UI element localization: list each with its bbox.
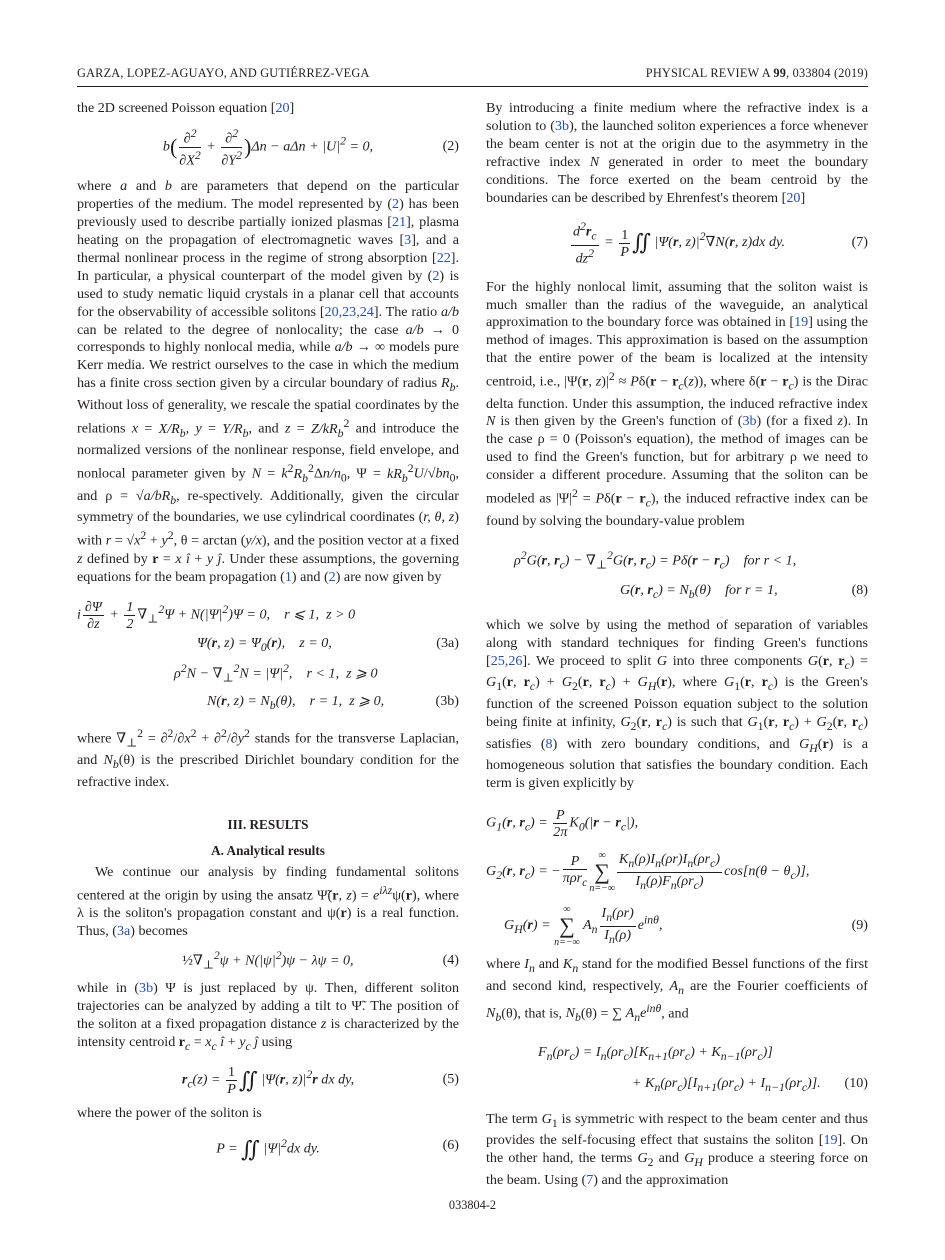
equation-5: $r_c(z)$ = $\frac{1}{P}$ ∬ |Ψ(r, $z)|^2r$ dx dy, (5) [181,1063,459,1097]
citation-link[interactable]: 19 [794,314,809,331]
paragraph: while in (3b) Ψ is just replaced by ψ. Then, different soliton trajectories can be analyzed by adding a tilt to Ψ̃. The position of the soliton at a fixed propagation distance z is characterized by the intensity centroid $r_c = x_c$ î + $y_c$ ĵ using [77,980,460,1053]
citation-link[interactable]: 19 [823,1132,838,1149]
equation-6: P = ∬ $|\Psi|^2dx$ dy. (6) [216,1136,459,1162]
right-column [486,100,868,1190]
citation-link[interactable]: 25,26 [490,652,523,669]
paragraph: We continue our analysis by finding fundamental solitons centered at the origin by using the ansatz Ψ̃(r, $z) = e^{i\lambda z}\psi(r)$, where λ is the soliton's propagation constant and ψ(r) is a real function. Thus, (3a) becomes [77,863,459,939]
paragraph: where $\nabla_\perp^2 = \partial^2/\partial x^2 + \partial^2/\partial y^2$ stands for the transverse Laplacian, and $N_b(\theta)$ is the prescribed Dirichlet boundary condition for the refractive index. [77,726,460,790]
equation-8: $\rho^2G(r$, $r_c) - \nabla_\perp^2G(r$, $r_c) = P\delta(r - r_c)$ for r < 1, G(r, $r_c) = N_b(\theta)$ for r = 1, (8) [514,549,868,601]
paragraph: where $I_n$ and $K_n$ stand for the modified Bessel functions of the first and second kind, respectively, $A_n$ are the Fourier coefficients of $N_b(\theta)$, that is, $N_b(\theta)$ = ∑ $A_ne^{in\theta}$, and [486,956,868,1025]
equation-2: b( $\frac{\partial^2}{\partial X^2}$ + $\frac{\partial^2}{\partial Y^2}$ )$\Delta n - a\Delta n + |U|^2 = 0$, (2) [162,126,459,169]
running-header-citation: PHYSICAL REVIEW A 99, 033804 (2019) [645,66,868,80]
equation-link[interactable]: 2 [432,267,440,284]
equation-link[interactable]: 3b [139,980,154,997]
equation-link[interactable]: 2 [392,196,400,213]
section-heading: III. RESULTS [227,816,309,832]
paragraph: where the power of the soliton is [77,1104,262,1121]
paragraph: By introducing a finite medium where the refractive index is a solution to (3b), the launched soliton experiences a force whenever the beam center is not at the origin due to the asymmetry in the refractive index N generated in order to meet the boundary conditions. The force exerted on the beam centroid by the boundaries can be described by Ehrenfest's theorem [20] [486,100,868,206]
equation-link[interactable]: 1 [284,568,292,585]
paragraph: the 2D screened Poisson equation [20] [77,100,295,116]
equation-link[interactable]: 7 [586,1171,594,1188]
equation-7: $\frac{d^2r_c}{dz^2}$ = $\frac{1}{P}$ ∬ |Ψ(r, $z)|^2\nabla N(r$, z)dx dy. (7) [572,220,868,267]
running-header-authors: GARZA, LOPEZ-AGUAYO, AND GUTIÉRREZ-VEGA [77,66,370,80]
subsection-heading: A. Analytical results [211,842,325,858]
equation-9: $G_1(r$, $r_c$) = $\frac{P}{2\pi}$ $K_0(|r - r_c|)$, $G_2(r$, $r_c$) = − $\frac{P}{\pi\rho r_c}$ ∞ ∑ n=−∞ $\frac{K_n(\rho)I_n(\rho r)I_n(\rho r_c)}{I_n(\rho)F_n(\rho r_c)}$ $\cos[n(\theta - \theta_c)]$, $G_H(r)$ = ∞ ∑ n=−∞ $A_n$ $\frac{I_n(\rho r)}{I_n(\rho)}$ $e^{in\theta}$, (9) [486,807,868,949]
header-rule [77,86,868,87]
equation-10: $F_n(\rho r_c) = I_n(\rho r_c)[K_{n+1}(\rho r_c) + K_{n-1}(\rho r_c)]$ + $K_n(\rho r_c)[I_{n+1}(\rho r_c) + I_{n-1}(\rho r_c)]$. (10) [538,1043,868,1094]
citation-link[interactable]: 22 [436,249,451,266]
paragraph: The term $G_1$ is symmetric with respect to the beam center and thus provides the self-focusing effect that sustains the soliton [19]. On the other hand, the terms $G_2$ and $G_H$ produce a steering force on the beam. Using (7) and the approximation [486,1110,869,1188]
equation-link[interactable]: 3a [116,923,131,939]
citation-link[interactable]: 20 [275,100,290,116]
equation-4: $\frac{1}{2}\nabla_\perp^2\psi + N(|\psi|^2)\psi - \lambda\psi = 0$, (4) [182,948,459,972]
citation-link[interactable]: 3 [404,232,412,248]
paragraph: where a and b are parameters that depend on the particular properties of the medium. The model represented by (2) has been previously used to describe partially ionized plasmas [21], plasma heating on the propagation of electromagnetic waves [3], and a thermal nonlinear process in the regime of strong absorption [22]. In particular, a physical counterpart of the model given by (2) is used to study nematic liquid crystals in a planar cell that accounts for the observability of accessible solitons [20,23,24]. The ratio a/b can be related to the degree of nonlocality; the case a/b → 0 corresponds to highly nonlocal media, while a/b → ∞ models pure Kerr media. We restrict ourselves to the case in which the medium has a finite cross section given by a circular boundary of radius $R_b$. Without loss of generality, we rescale the spatial coordinates by the relations $x = X/R_b$, $y = Y/R_b$, and $z = Z/kR_b^2$ and introduce the normalized versions of the nonlinear response, field envelope, and nonlocal parameter given by $N = k^2R_b^2\Delta n/n_0$, $\Psi = kR_b^2U/√bn_0$, and $\rho = √a/bR_b$, re-spectively. Additionally, given the circular symmetry of the boundaries, we use cylindrical coordinates (r, θ, z) with $r = √x^2 + y^2$, θ = arctan (y/x), and the position vector at a fixed z defined by r = x î + y ĵ. Under these assumptions, the governing equations for the beam propagation (1) and (2) are now given by [77,178,460,585]
citation-link[interactable]: 21 [392,214,407,231]
equation-3: i $\frac{\partial\Psi}{\partial z}$ + $\frac{1}{2}$ $\nabla_\perp^2\Psi + N(|\Psi|^2)\Psi = 0$, r ⩽ 1, z > 0 Ψ(r, $z) = \Psi_0(r)$, z = 0, (3a) $\rho^2N - \nabla_\perp^2N = |\Psi|^2$, r < 1, z ⩾ 0 N(r, $z) = N_b(\theta)$, r = 1, z ⩾ 0, (3b) [77,598,459,712]
citation-link[interactable]: 20 [786,189,801,206]
equation-link[interactable]: 3b [555,117,570,134]
paragraph: which we solve by using the method of separation of variables along with standard techniques for finding Green's functions [25,26]. We proceed to split G into three components G(r, $r_c) = G_1(r$, $r_c) + G_2(r$, $r_c) + G_H(r)$, where $G_1(r$, $r_c$) is the Green's function of the screened Poisson equation subject to the solution being finite at infinity, $G_2(r$, $r_c$) is such that $G_1(r$, $r_c) + G_2(r$, $r_c$) satisfies (8) with zero boundary conditions, and $G_H(r)$ is a homogeneous solution that satisfies the boundary condition. Each term is given explicitly by [486,616,869,792]
page-footer: 033804-2 [448,1198,497,1212]
paragraph: For the highly nonlocal limit, assuming that the soliton waist is much smaller than the radius of the waveguide, an analytical approximation to the boundary force was obtained in [19] using the method of images. This approximation is based on the assumption that the entire power of the beam is localized at the intensity centroid, i.e., |Ψ(r, $z)|^2 \approx P\delta(r - r_c(z))$, where $\delta(r - r_c)$ is the Dirac delta function. Under this assumption, the induced refractive index N is then given by the Green's function of (3b) (for a fixed z). In the case ρ = 0 (Poisson's equation), the method of images can be used to find the Green's function, but for arbitrary ρ we need to consider a different procedure. Assuming that the soliton can be modeled as $|\Psi|^2 = P\delta(r - r_c)$, the induced refractive index can be found by solving the boundary-value problem [486,278,869,529]
left-column [77,100,459,1170]
equation-link[interactable]: 3b [742,413,757,430]
equation-link[interactable]: 2 [328,568,336,585]
citation-link[interactable]: 20,23,24 [324,303,374,320]
equation-link[interactable]: 8 [545,735,553,752]
